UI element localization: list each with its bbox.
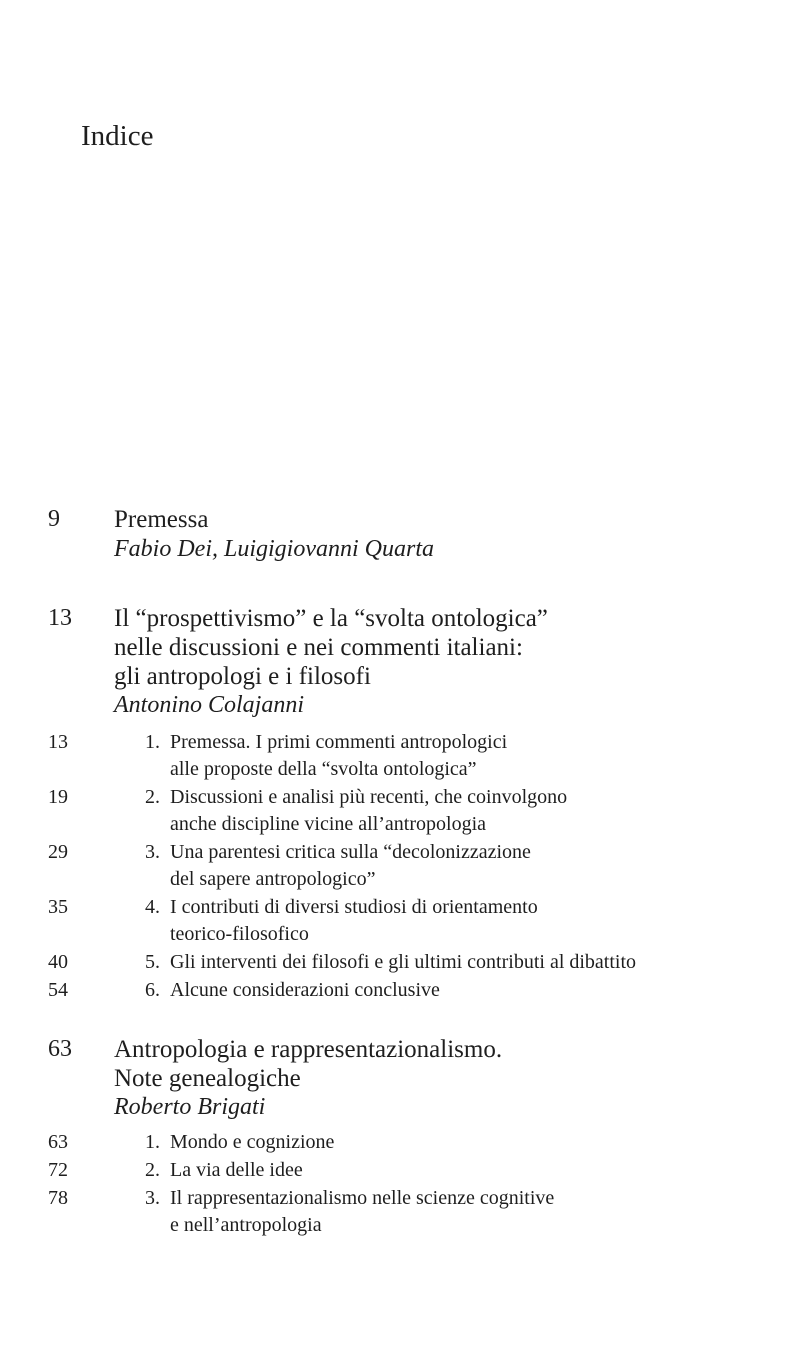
section-title bbox=[170, 729, 507, 783]
section-page-number: 54 bbox=[48, 979, 68, 1001]
section-number: 6. bbox=[145, 979, 160, 1001]
section-title bbox=[170, 784, 567, 838]
section-title-line: Mondo e cognizione bbox=[170, 1131, 335, 1153]
entry-author: Fabio Dei, Luigigiovanni Quarta bbox=[114, 536, 434, 562]
section-title-line: Premessa. I primi commenti antropologici bbox=[170, 731, 508, 753]
section-number: 2. bbox=[145, 1159, 160, 1181]
section-title bbox=[170, 977, 440, 1004]
section-page-number: 29 bbox=[48, 841, 68, 863]
section-title bbox=[170, 949, 636, 976]
entry-title bbox=[114, 604, 548, 691]
section-number: 5. bbox=[145, 951, 160, 973]
entry-title-line: gli antropologi e i filosofi bbox=[114, 663, 371, 690]
section-title bbox=[170, 839, 531, 893]
section-page-number: 78 bbox=[48, 1187, 68, 1209]
entry-title-line: nelle discussioni e nei commenti italiani: bbox=[114, 634, 523, 661]
section-title bbox=[170, 1157, 303, 1184]
entry-author: Roberto Brigati bbox=[114, 1094, 266, 1120]
section-title-line: Una parentesi critica sulla “decolonizzazione bbox=[170, 841, 531, 863]
section-title-line: anche discipline vicine all’antropologia bbox=[170, 813, 486, 835]
entry-title bbox=[114, 505, 208, 534]
section-title-line: e nell’antropologia bbox=[170, 1214, 322, 1236]
section-title-line: Il rappresentazionalismo nelle scienze cognitive bbox=[170, 1187, 555, 1209]
section-number: 3. bbox=[145, 841, 160, 863]
section-number: 3. bbox=[145, 1187, 160, 1209]
section-title-line: Gli interventi dei filosofi e gli ultimi contributi al dibattito bbox=[170, 951, 637, 973]
section-title-line: La via delle idee bbox=[170, 1159, 303, 1181]
section-title-line: teorico-filosofico bbox=[170, 923, 309, 945]
section-page-number: 40 bbox=[48, 951, 68, 973]
entry-title-line: Il “prospettivismo” e la “svolta ontologica” bbox=[114, 605, 548, 632]
section-title bbox=[170, 1185, 554, 1239]
page-title: Indice bbox=[81, 120, 154, 152]
section-title bbox=[170, 1129, 334, 1156]
entry-author: Antonino Colajanni bbox=[114, 692, 305, 718]
section-title-line: alle proposte della “svolta ontologica” bbox=[170, 758, 477, 780]
section-title-line: I contributi di diversi studiosi di orientamento bbox=[170, 896, 538, 918]
section-page-number: 72 bbox=[48, 1159, 68, 1181]
section-title-line: del sapere antropologico” bbox=[170, 868, 376, 890]
entry-title bbox=[114, 1035, 502, 1093]
entry-title-line: Note genealogiche bbox=[114, 1065, 301, 1092]
section-title-line: Alcune considerazioni conclusive bbox=[170, 979, 440, 1001]
entry-title-line: Antropologia e rappresentazionalismo. bbox=[114, 1036, 503, 1063]
section-title bbox=[170, 894, 538, 948]
entry-page-number: 63 bbox=[48, 1036, 72, 1062]
section-page-number: 19 bbox=[48, 786, 68, 808]
section-page-number: 63 bbox=[48, 1131, 68, 1153]
section-number: 2. bbox=[145, 786, 160, 808]
section-number: 1. bbox=[145, 1131, 160, 1153]
section-title-line: Discussioni e analisi più recenti, che coinvolgono bbox=[170, 786, 568, 808]
entry-page-number: 9 bbox=[48, 506, 60, 532]
section-page-number: 13 bbox=[48, 731, 68, 753]
section-page-number: 35 bbox=[48, 896, 68, 918]
section-number: 4. bbox=[145, 896, 160, 918]
entry-title-line: Premessa bbox=[114, 506, 209, 533]
section-number: 1. bbox=[145, 731, 160, 753]
entry-page-number: 13 bbox=[48, 605, 72, 631]
